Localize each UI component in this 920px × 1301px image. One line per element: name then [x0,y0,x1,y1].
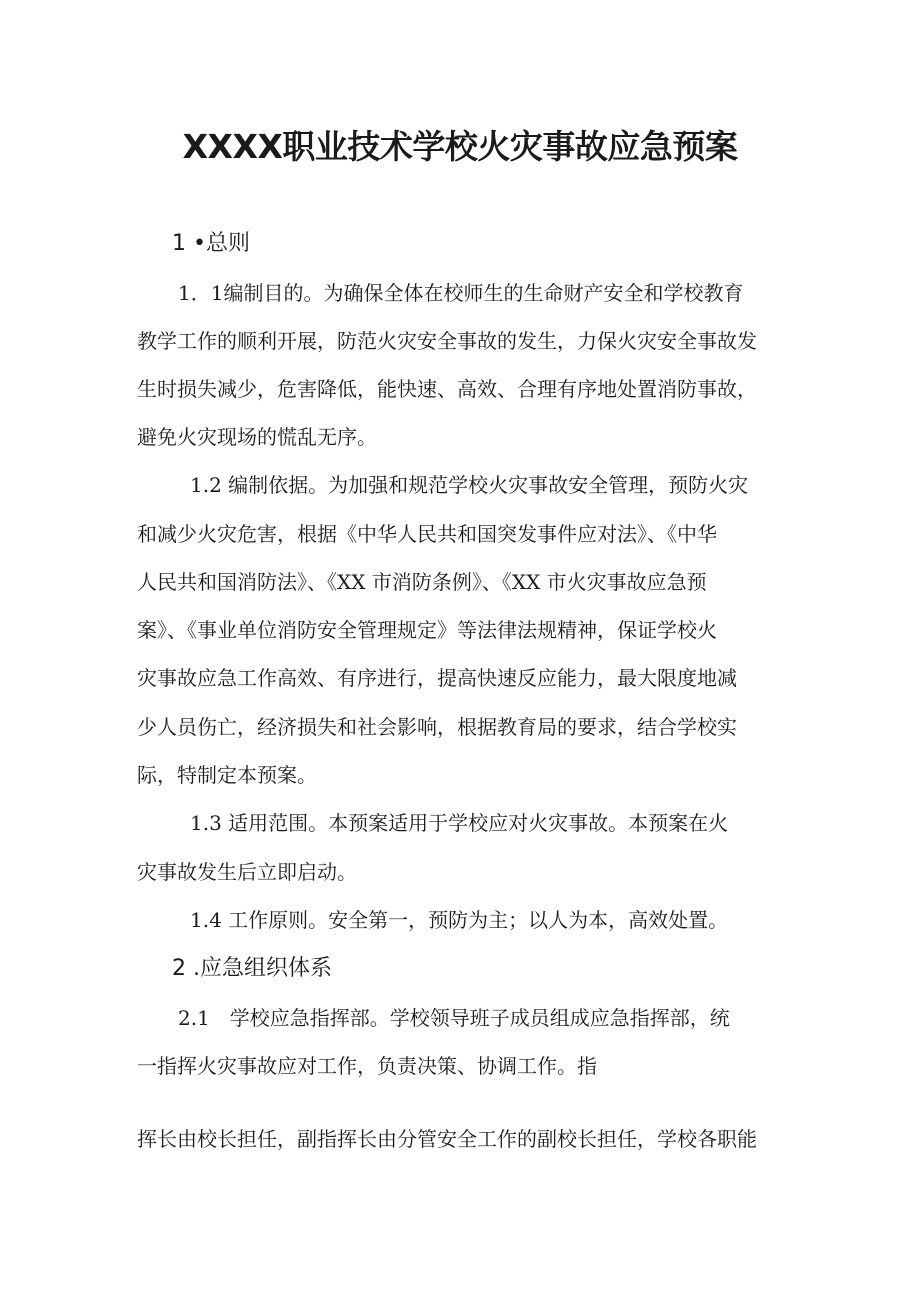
paragraph-line: 教学工作的顺利开展，防范火灾安全事故的发生，力保火灾安全事故发 [137,329,757,353]
section-heading-general: 1 •总则 [172,231,250,256]
paragraph-line: 1．1编制目的。为确保全体在校师生的生命财产安全和学校教育 [178,281,744,305]
paragraph-line: 际，特制定本预案。 [137,763,317,787]
paragraph-line: 一指挥火灾事故应对工作，负责决策、协调工作。指 [137,1054,597,1078]
paragraph-line: 避免火灾现场的慌乱无序。 [137,425,377,449]
paragraph-line: 少人员伤亡，经济损失和社会影响，根据教育局的要求，结合学校实 [137,715,737,739]
paragraph-line: 1.4 工作原则。安全第一，预防为主；以人为本，高效处置。 [190,908,729,932]
paragraph-line: 2.1 学校应急指挥部。学校领导班子成员组成应急指挥部，统 [178,1006,730,1030]
paragraph-line: 和减少火灾危害，根据《中华人民共和国突发事件应对法》、《中华 [137,522,717,546]
paragraph-line: 1.3 适用范围。本预案适用于学校应对火灾事故。本预案在火 [190,811,729,835]
paragraph-line: 灾事故应急工作高效、有序进行，提高快速反应能力，最大限度地减 [137,666,737,690]
paragraph-line: 生时损失减少，危害降低，能快速、高效、合理有序地处置消防事故， [137,377,757,401]
document-title: XXXX职业技术学校火灾事故应急预案 [182,127,738,166]
paragraph-line: 挥长由校长担任，副指挥长由分管安全工作的副校长担任，学校各职能 [137,1127,757,1151]
section-heading-emergency-organization: 2 .应急组织体系 [172,956,332,981]
paragraph-line: 灾事故发生后立即启动。 [137,860,357,884]
paragraph-line: 人民共和国消防法》、《XX 市消防条例》、《XX 市火灾事故应急预 [137,570,707,594]
paragraph-line: 案》、《事业单位消防安全管理规定》等法律法规精神，保证学校火 [137,618,717,642]
paragraph-line: 1.2 编制依据。为加强和规范学校火灾事故安全管理，预防火灾 [190,473,749,497]
